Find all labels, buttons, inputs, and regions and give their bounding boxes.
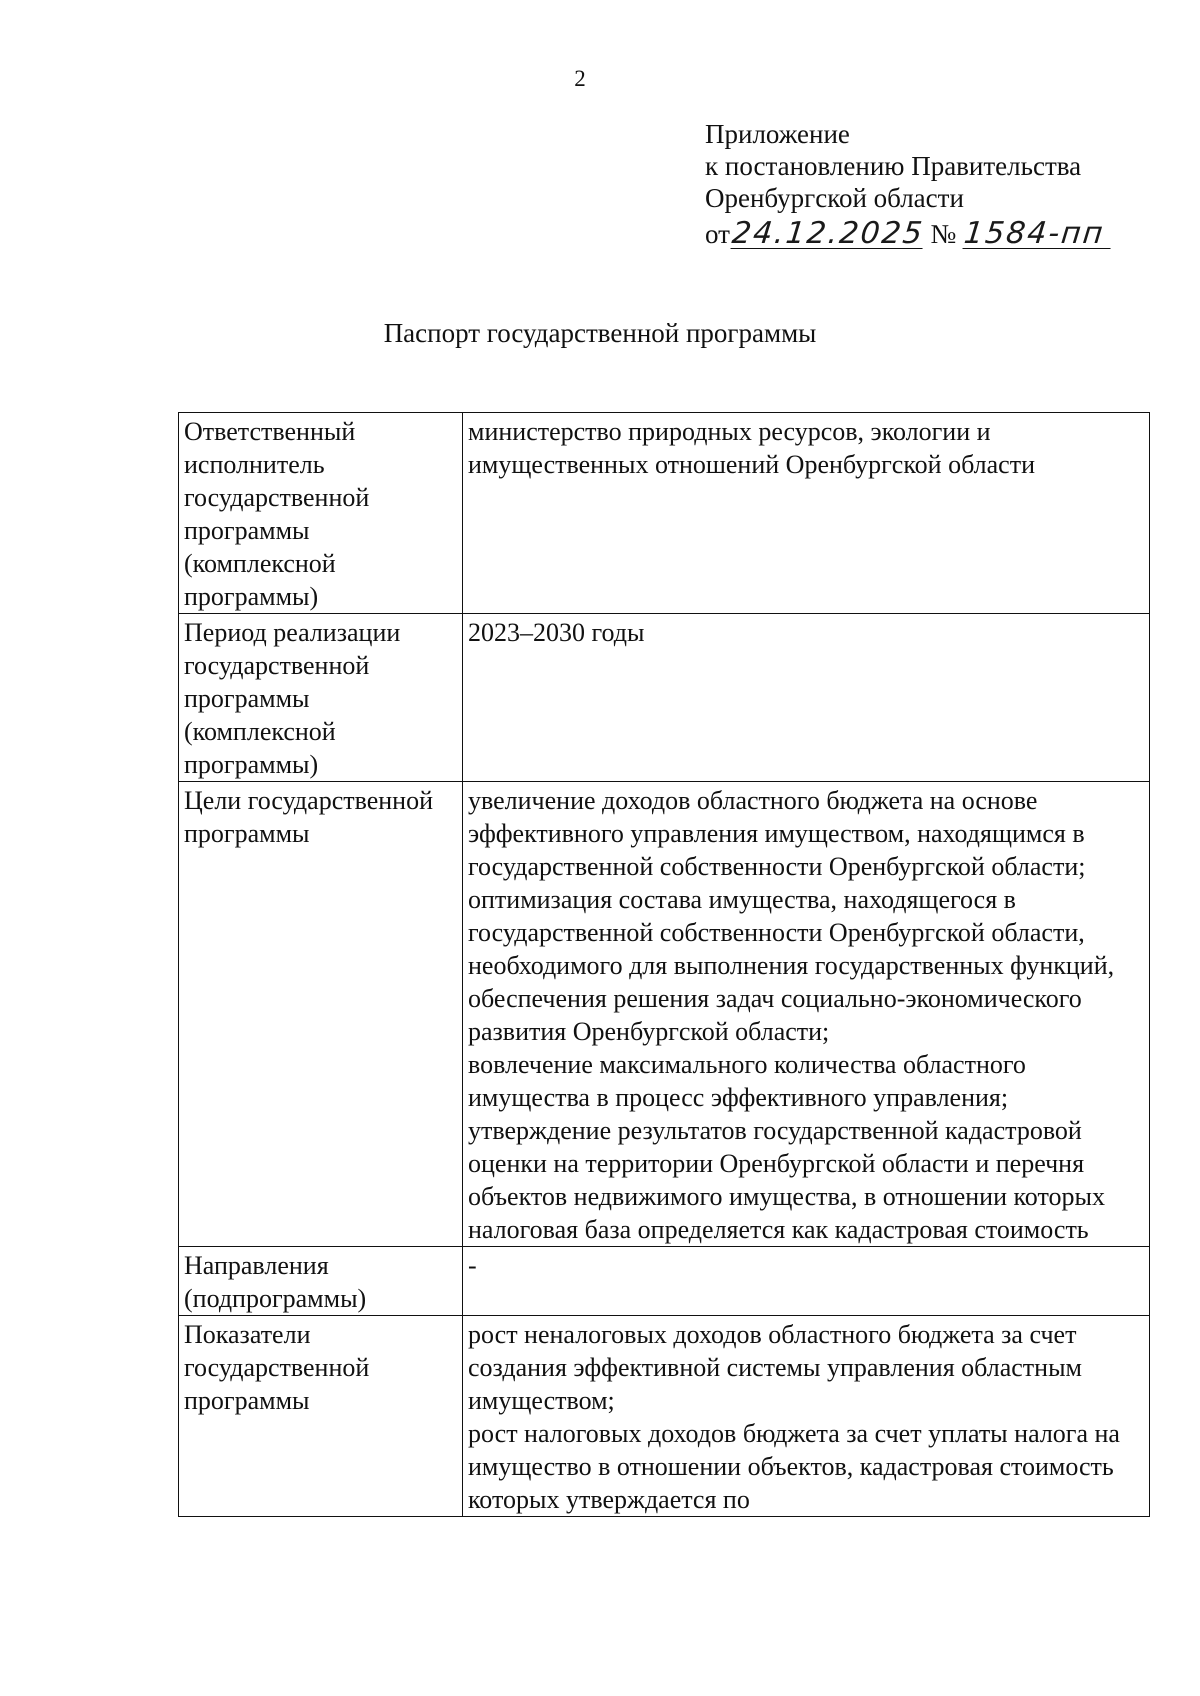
- passport-table: [178, 412, 1150, 1517]
- row-value: [463, 413, 1150, 614]
- appendix-date-number-row: [705, 218, 1112, 250]
- appendix-line-2: к постановлению Правительства: [705, 151, 1082, 181]
- value-paragraph: 2023–2030 годы: [468, 618, 645, 647]
- document-title: Паспорт государственной программы: [383, 318, 817, 348]
- row-label: Период реализации государственной программы (комплексной программы): [179, 614, 463, 782]
- row-value: [463, 782, 1150, 1247]
- date-prefix: от: [705, 219, 730, 249]
- appendix-line-3: Оренбургской области: [705, 183, 964, 213]
- value-paragraph: оптимизация состава имущества, находящегося в государственной собственности Оренбургской области, необходимого для выполнения государственных функций, обеспечения решения задач социально-экономического развития Оренбургской области;: [468, 885, 1115, 1046]
- value-paragraph: -: [468, 1251, 477, 1280]
- value-paragraph: увеличение доходов областного бюджета на основе эффективного управления имуществом, находящимся в государственной собственности Оренбургской области;: [468, 786, 1086, 881]
- table-row: [179, 614, 1150, 782]
- table-row: [179, 1247, 1150, 1316]
- row-value: [463, 614, 1150, 782]
- page-number: 2: [574, 66, 586, 91]
- handwritten-number: 1584-пп: [963, 220, 1114, 249]
- value-paragraph: министерство природных ресурсов, экологии и имущественных отношений Оренбургской области: [468, 417, 1035, 479]
- row-label: Ответственный исполнитель государственной программы (комплексной программы): [179, 413, 463, 614]
- row-label: Направления (подпрограммы): [179, 1247, 463, 1316]
- table-row: [179, 1316, 1150, 1517]
- value-paragraph: рост неналоговых доходов областного бюджета за счет создания эффективной системы управления областным имуществом;: [468, 1320, 1082, 1415]
- value-paragraph: вовлечение максимального количества областного имущества в процесс эффективного управления;: [468, 1050, 1026, 1112]
- value-paragraph: утверждение результатов государственной кадастровой оценки на территории Оренбургской области и перечня объектов недвижимого имущества, в отношении которых налоговая база определяется как кадастровая стоимость: [468, 1116, 1105, 1244]
- appendix-header: [705, 118, 1112, 250]
- value-paragraph: рост налоговых доходов бюджета за счет уплаты налога на имущество в отношении объектов, кадастровая стоимость которых утверждается по: [468, 1419, 1120, 1514]
- handwritten-date: 24.12.2025: [730, 216, 926, 251]
- table-row: [179, 782, 1150, 1247]
- table-row: [179, 413, 1150, 614]
- row-label: Показатели государственной программы: [179, 1316, 463, 1517]
- row-value: [463, 1316, 1150, 1517]
- row-value: [463, 1247, 1150, 1316]
- appendix-line-1: Приложение: [705, 119, 850, 149]
- row-label: Цели государственной программы: [179, 782, 463, 1247]
- number-prefix: №: [930, 219, 957, 249]
